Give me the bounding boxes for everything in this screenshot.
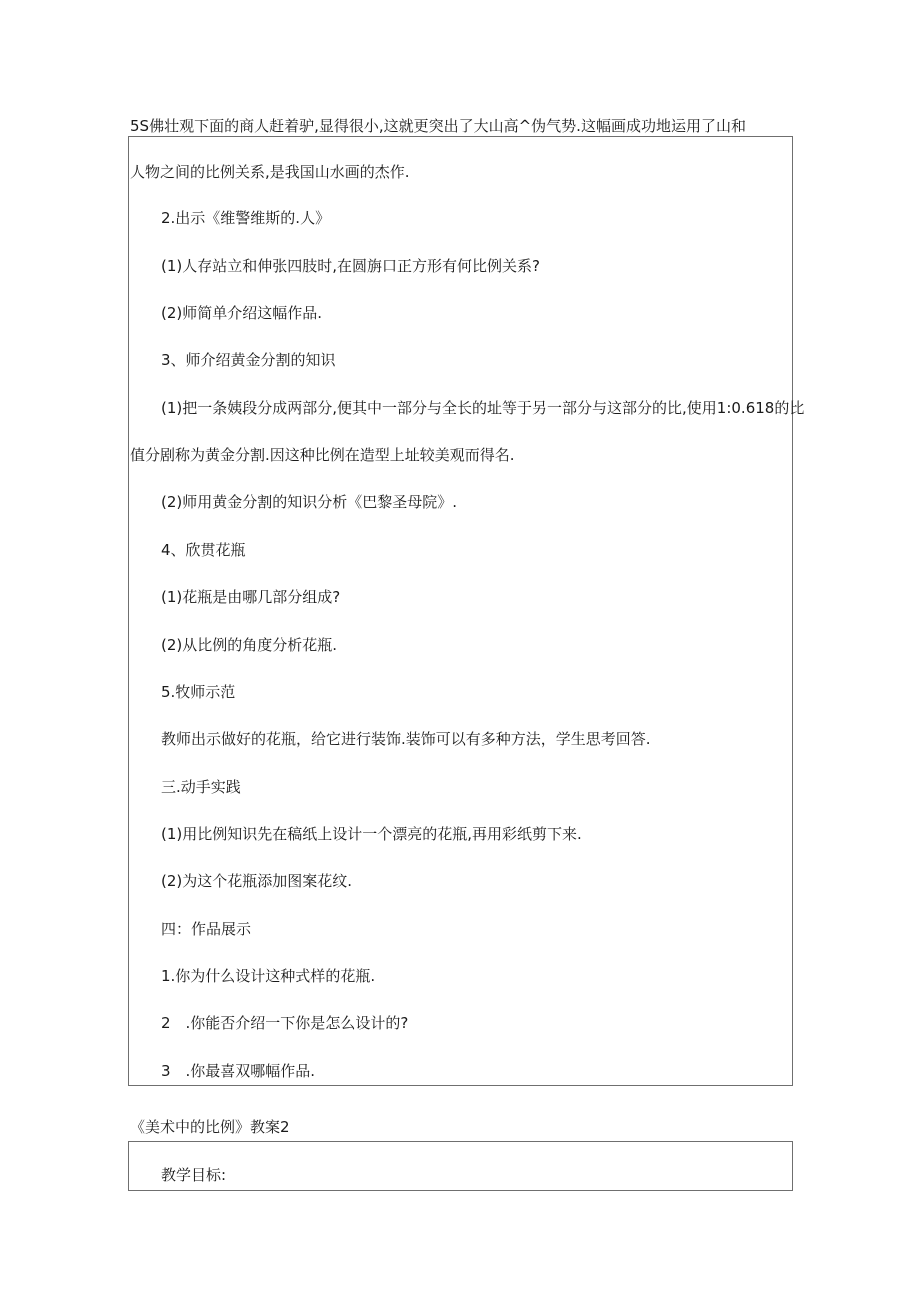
text-line: 值分剧称为黄金分割.因这种比例在造型上址较美观而得名.: [130, 446, 515, 464]
text-line: 5S佛壮观下面的商人赶着驴,显得很小,这就更突出了大山高^伪气势.这幅画成功地运用了山和: [130, 117, 746, 135]
text-line: 人物之间的比例关系,是我国山水画的杰作.: [130, 163, 410, 181]
text-line: (2)从比例的角度分析花瓶.: [161, 636, 338, 654]
text-line: 5.牧师示范: [161, 683, 236, 701]
text-line: 四：作品展示: [161, 920, 252, 938]
text-line: (2)为这个花瓶添加图案花纹.: [161, 872, 353, 890]
text-line: 三.动手实践: [161, 778, 241, 796]
objectives-table-frame: [128, 1141, 793, 1191]
text-line: (1)花瓶是由哪几部分组成?: [161, 588, 341, 606]
text-line: (1)用比例知识先在稿纸上设计一个漂亮的花瓶,再用彩纸剪下来.: [161, 825, 582, 843]
text-line: 3、师介绍黄金分割的知识: [161, 351, 336, 369]
text-line: 教师出示做好的花瓶，给它进行装饰.装饰可以有多种方法，学生思考回答.: [161, 730, 651, 748]
text-line: 2 .你能否介绍一下你是怎么设计的?: [161, 1014, 409, 1032]
section-title: 《美术中的比例》教案2: [130, 1118, 290, 1136]
text-line: 3 .你最喜双哪幅作品.: [161, 1062, 316, 1080]
text-line: (2)师简单介绍这幅作品.: [161, 304, 323, 322]
text-line: (1)人存站立和伸张四肢时,在圆旃口正方形有何比例关系?: [161, 257, 540, 275]
text-line: 2.出示《维警维斯的.人》: [161, 209, 331, 227]
content-table-frame: [128, 136, 793, 1086]
text-line: (2)师用黄金分割的知识分析《巴黎圣母院》.: [161, 493, 458, 511]
text-line: 1.你为什么设计这种式样的花瓶.: [161, 967, 376, 985]
text-line: 4、欣贯花瓶: [161, 541, 246, 559]
text-line: 教学目标:: [161, 1166, 227, 1184]
text-line: (1)把一条姨段分成两部分,便其中一部分与全长的址等于另一部分与这部分的比,使用1:0.618的比: [161, 399, 805, 417]
